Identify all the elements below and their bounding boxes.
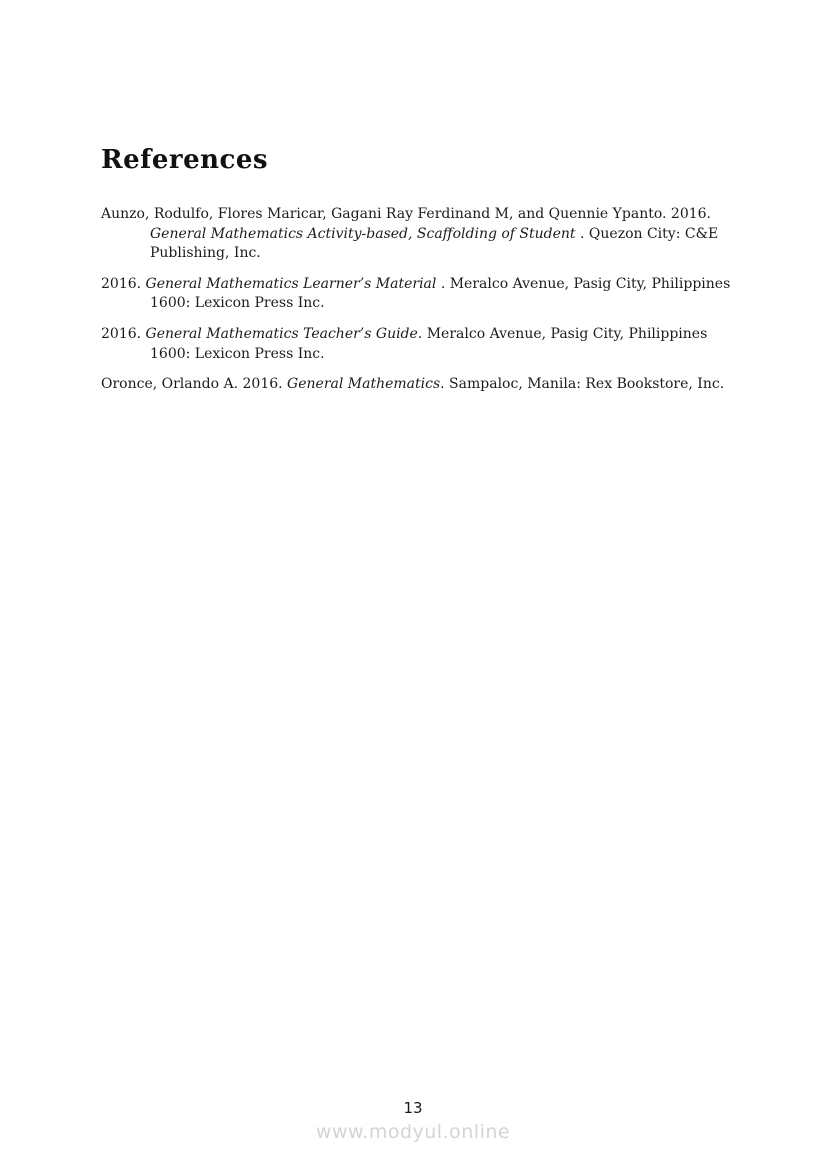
- page-title: References: [101, 145, 269, 176]
- reference-title-text: General Mathematics Learner’s Material: [145, 275, 437, 292]
- reference-text: . Sampaloc, Manila: Rex Bookstore, Inc.: [440, 376, 725, 393]
- page-number: 13: [403, 1099, 423, 1117]
- reference-title-text: General Mathematics Activity-based, Scaffolding of Student: [150, 225, 576, 242]
- reference-text: . Quezon City: C&E Publishing, Inc.: [150, 225, 719, 262]
- reference-text: Oronce, Orlando A. 2016.: [101, 376, 288, 393]
- reference-entry: [101, 325, 733, 364]
- reference-title-text: General Mathematics Teacher’s Guide.: [145, 325, 423, 342]
- reference-text: 2016.: [101, 275, 146, 292]
- watermark-text: www.modyul.online: [315, 1121, 511, 1143]
- reference-text: Aunzo, Rodulfo, Flores Maricar, Gagani Ray Ferdinand M, and Quennie Ypanto. 2016.: [101, 206, 712, 222]
- reference-entry: [101, 205, 733, 264]
- reference-text: 2016.: [101, 325, 146, 342]
- reference-entry: [101, 275, 733, 314]
- reference-text: . Meralco Avenue, Pasig City, Philippines 1600: Lexicon Press Inc.: [150, 275, 731, 312]
- reference-text: Meralco Avenue, Pasig City, Philippines 1600: Lexicon Press Inc.: [150, 325, 708, 362]
- references-list: [101, 205, 733, 406]
- reference-entry: [101, 375, 733, 395]
- reference-title-text: General Mathematics: [287, 376, 441, 393]
